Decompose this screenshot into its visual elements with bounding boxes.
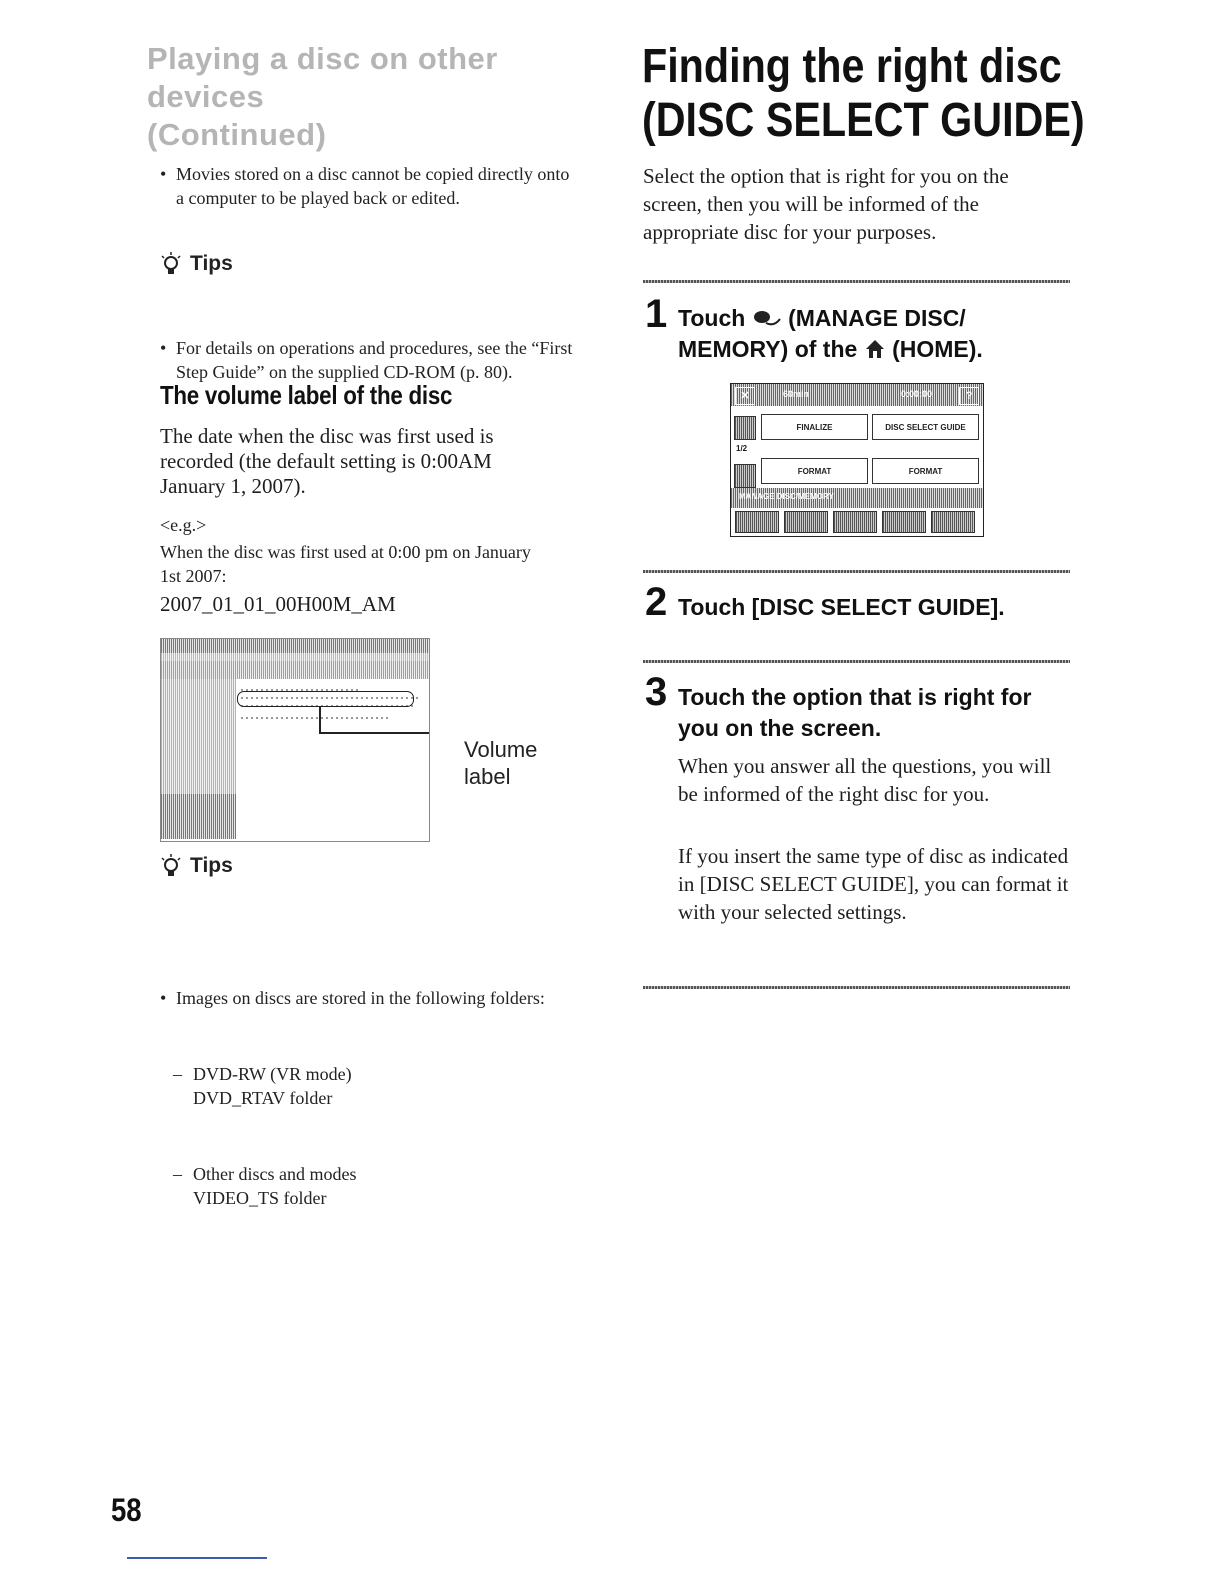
callout-line1: Volume: [464, 737, 538, 762]
folder-item-line1: – Other discs and modes: [193, 1164, 357, 1184]
lcd-close-icon: ✕: [735, 387, 755, 405]
step-3-number: 3: [645, 670, 668, 714]
tips1-bullet: [160, 336, 601, 384]
section-header-line1: Playing a disc on other devices: [147, 41, 498, 114]
footer-rule: [127, 1557, 267, 1559]
page-title-line2: (DISC SELECT GUIDE): [642, 94, 1085, 147]
step-1-number: 1: [645, 292, 668, 336]
divider: [643, 280, 1070, 283]
manage-disc-icon: [752, 309, 782, 329]
lcd-format-memory-button: FORMAT: [872, 458, 979, 484]
explorer-window-illustration: [160, 638, 430, 842]
step-2-number: 2: [645, 580, 668, 624]
step-1-text-c: MEMORY) of the: [678, 336, 858, 362]
tips-heading-1-text: Tips: [190, 252, 233, 275]
lcd-category-tab: [882, 511, 926, 533]
tips2-bullet: [160, 986, 576, 1010]
page-title: [642, 40, 1124, 148]
page-title-line1: Finding the right disc: [642, 40, 1062, 93]
lcd-category-tab: [931, 511, 975, 533]
folder-item-line1: – DVD-RW (VR mode): [193, 1064, 352, 1084]
step-3-text-line1: Touch the option that is right for: [678, 684, 1032, 710]
step-3-text: [678, 682, 1078, 744]
lightbulb-icon: [160, 854, 182, 878]
intro-text: Select the option that is right for you on the screen, then you will be informed of the appropriate disc for your purposes.: [643, 164, 1009, 244]
callout-line2: label: [464, 764, 511, 789]
lightbulb-icon: [160, 252, 182, 276]
lcd-scroll-down: [734, 464, 756, 488]
lcd-category-label: MANAGE DISC/MEMORY: [739, 492, 834, 501]
lcd-category-tab: [784, 511, 828, 533]
note-bullet-text: Movies stored on a disc cannot be copied directly onto a computer to be played back or edited.: [176, 164, 570, 208]
volume-label-heading: The volume label of the disc: [160, 380, 453, 410]
tips1-bullet-text: For details on operations and procedures, see the “First Step Guide” on the supplied CD-ROM (p. 80).: [176, 338, 573, 382]
divider: [643, 986, 1070, 989]
volume-label-highlight: [237, 691, 414, 707]
lcd-timecode: 0:00:00: [901, 389, 933, 399]
callout-line-horizontal: [319, 732, 429, 734]
home-icon: [864, 338, 886, 360]
tips-heading-2-text: Tips: [190, 854, 233, 877]
step-1-text-d: (HOME).: [892, 336, 983, 362]
lcd-finalize-button: FINALIZE: [761, 414, 868, 440]
step-1-text: [678, 303, 1078, 365]
example-text: When the disc was first used at 0:00 pm on January 1st 2007:: [160, 542, 531, 586]
section-header: [147, 40, 587, 154]
explorer-title-bar: [161, 639, 429, 653]
step-3-para2: If you insert the same type of disc as indicated in [DISC SELECT GUIDE], you can format it with your selected settings.: [678, 844, 1069, 924]
explorer-row: [241, 717, 391, 719]
explorer-toolbar: [161, 661, 429, 679]
lcd-status-bar: [731, 384, 983, 406]
tips-heading-2: [160, 854, 233, 878]
volume-label-callout: [464, 736, 537, 790]
page-number: 58: [111, 1492, 142, 1528]
folder-item-line2: DVD_RTAV folder: [193, 1088, 333, 1108]
lcd-screen-illustration: [730, 383, 984, 537]
folder-item: [173, 1162, 1224, 1210]
example-tag: <e.g.>: [160, 515, 207, 535]
divider: [643, 660, 1070, 663]
step-3-para1: When you answer all the questions, you will be informed of the right disc for you.: [678, 754, 1052, 806]
explorer-menu-bar: [161, 653, 429, 661]
lcd-page-indicator: 1/2: [736, 444, 748, 453]
volume-label-body: The date when the disc was first used is recorded (the default setting is 0:00AM January 1, 2007).: [160, 424, 494, 498]
step-2-text: Touch [DISC SELECT GUIDE].: [678, 594, 1005, 620]
divider: [643, 570, 1070, 573]
lcd-help-icon: ?: [959, 387, 979, 405]
explorer-sidebar-bottom: [161, 794, 236, 839]
lcd-category-tab: [833, 511, 877, 533]
lcd-disc-select-guide-button: DISC SELECT GUIDE: [872, 414, 979, 440]
tips2-bullet-text: Images on discs are stored in the following folders:: [176, 988, 545, 1008]
example-value: 2007_01_01_00H00M_AM: [160, 592, 396, 616]
callout-line-vertical: [319, 706, 321, 732]
lcd-format-disc-button: FORMAT: [761, 458, 868, 484]
folder-item: [173, 1062, 1224, 1110]
folder-item-line2: VIDEO_TS folder: [193, 1188, 327, 1208]
step-3-text-line2: you on the screen.: [678, 715, 882, 741]
lcd-scroll-up: [734, 416, 756, 440]
lcd-category-tab: [735, 511, 779, 533]
tips-heading-1: [160, 252, 233, 276]
step-1-text-b: (MANAGE DISC/: [788, 305, 966, 331]
note-bullet: [160, 162, 576, 210]
step-1-text-a: Touch: [678, 305, 746, 331]
section-header-line2: (Continued): [147, 117, 327, 152]
lcd-remaining: 60min: [783, 389, 810, 399]
